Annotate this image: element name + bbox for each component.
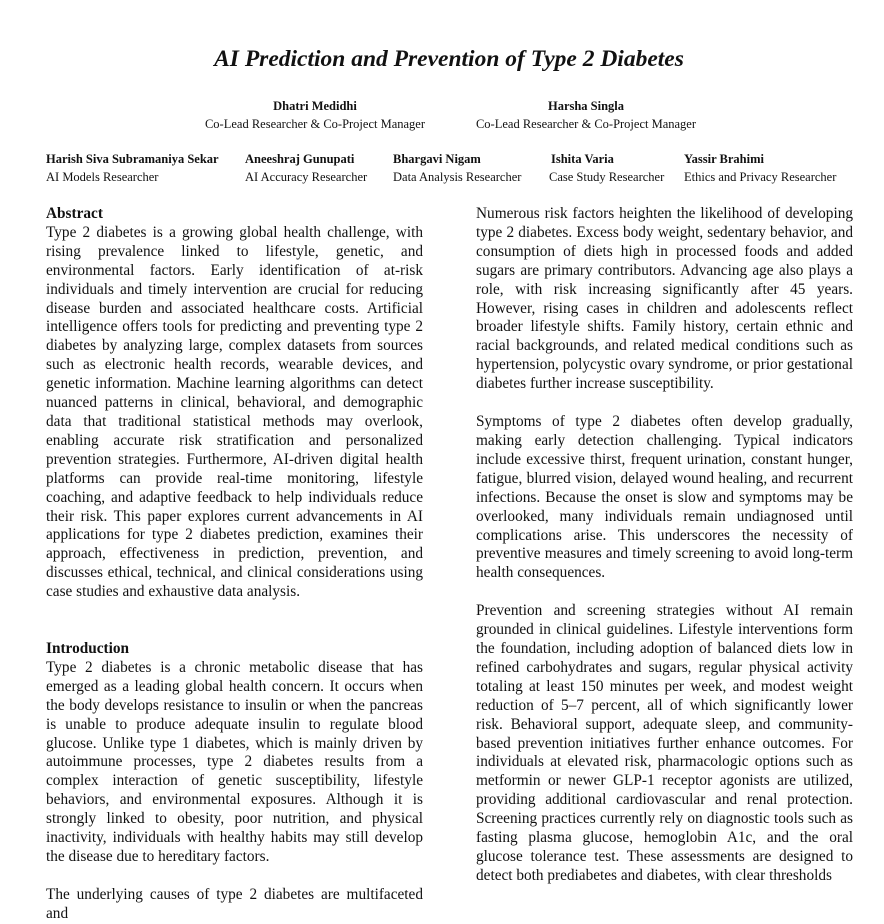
author-name: Bhargavi Nigam (393, 152, 481, 166)
risk-factors-paragraph: Numerous risk factors heighten the likelihood of developing type 2 diabetes. Excess body weight, sedentary behavior, and consumption of diets high in processed foods and added sugars are primary contributors. Advancing age also plays a role, with risk increasing significantly after 45 years. However, rising cases in children and adolescents reflect broader lifestyle shifts. Family history, certain ethnic and racial backgrounds, and related medical conditions such as hypertension, polycystic ovary syndrome, or prior gestational diabetes further increase susceptibility. (476, 205, 853, 393)
abstract-text: Type 2 diabetes is a growing global health challenge, with rising prevalence linked to lifestyle, genetic, and environmental factors. Early identification of at-risk individuals and timely intervention are crucial for reducing disease burden and associated healthcare costs. Artificial intelligence offers tools for predicting and preventing type 2 diabetes by analyzing large, complex datasets from sources such as electronic health records, wearable devices, and genetic information. Machine learning algorithms can detect nuanced patterns in clinical, behavioral, and demographic data that traditional statistical methods may overlook, enabling accurate risk stratification and personalized prevention strategies. Furthermore, AI-driven digital health platforms can provide real-time monitoring, lifestyle coaching, and adaptive feedback to help individuals reduce their risk. This paper explores current advancements in AI applications for type 2 diabetes prediction, examines their approach, effectiveness in prediction, prevention, and discusses ethical, technical, and clinical considerations using case studies and exhaustive data analysis. (46, 223, 423, 601)
right-column (476, 205, 853, 886)
section-spacer (46, 602, 423, 640)
symptoms-paragraph: Symptoms of type 2 diabetes often develop gradually, making early detection challenging. Typical indicators include excessive thirst, frequent urination, constant hunger, fatigue, blurred vision, delayed wound healing, and recurrent infections. Because the onset is slow and symptoms may be overlooked, many individuals remain undiagnosed until complications arise. This underscores the necessity of preventive measures and timely screening to avoid long-term health consequences. (476, 413, 853, 582)
paragraph-spacer (46, 867, 423, 886)
introduction-text: Type 2 diabetes is a chronic metabolic disease that has emerged as a leading global health concern. It occurs when the body develops resistance to insulin or when the pancreas is unable to produce adequate insulin to regulate blood glucose. Unlike type 1 diabetes, which is mainly driven by autoimmune processes, type 2 diabetes results from a complex interaction of genetic susceptibility, lifestyle behaviors, and environmental exposures. Although it is strongly linked to obesity, poor nutrition, and physical inactivity, individuals with healthy habits may still develop the disease due to hereditary factors. (46, 658, 423, 865)
author-name: Ishita Varia (551, 152, 614, 166)
author-1 (46, 150, 219, 186)
author-4 (549, 150, 664, 186)
introduction-heading: Introduction (46, 640, 130, 658)
author-5 (684, 150, 836, 186)
author-3 (393, 150, 521, 186)
author-role: Data Analysis Researcher (393, 170, 522, 184)
author-name: Harish Siva Subramaniya Sekar (46, 152, 219, 166)
author-role: Co-Lead Researcher & Co-Project Manager (475, 117, 697, 131)
lead-author-1 (196, 97, 434, 133)
author-name: Harsha Singla (547, 99, 625, 113)
paper-title: AI Prediction and Prevention of Type 2 Diabetes (214, 46, 684, 72)
introduction-continued-text: The underlying causes of type 2 diabetes are multifaceted and (46, 885, 423, 922)
author-role: Ethics and Privacy Researcher (684, 170, 837, 184)
author-role: Case Study Researcher (549, 170, 665, 184)
prevention-screening-paragraph: Prevention and screening strategies without AI remain grounded in clinical guidelines. Lifestyle interventions form the foundation, including adoption of balanced diets low in refined carbohydrates and sugars, regular physical activity totaling at least 150 minutes per week, and modest weight reduction of 5–7 percent, all of which significantly lower risk. Behavioral support, adequate sleep, and community-based prevention initiatives further enhance outcomes. For individuals at elevated risk, pharmacologic options such as metformin or newer GLP-1 receptor agonists are utilized, providing additional cardiovascular and renal protection. Screening practices currently rely on diagnostic tools such as fasting plasma glucose, hemoglobin A1c, and the oral glucose tolerance test. These assessments are designed to detect both prediabetes and diabetes, with clear thresholds (476, 602, 853, 884)
author-2 (245, 150, 367, 186)
author-name: Dhatri Medidhi (273, 99, 357, 113)
paragraph-spacer (476, 583, 853, 602)
author-role: AI Accuracy Researcher (245, 170, 368, 184)
left-column (46, 205, 423, 924)
author-role: AI Models Researcher (46, 170, 159, 184)
paragraph-spacer (476, 394, 853, 413)
author-role: Co-Lead Researcher & Co-Project Manager (204, 117, 426, 131)
author-name: Aneeshraj Gunupati (245, 152, 355, 166)
author-name: Yassir Brahimi (684, 152, 764, 166)
lead-author-2 (466, 97, 706, 133)
abstract-heading: Abstract (46, 205, 103, 222)
